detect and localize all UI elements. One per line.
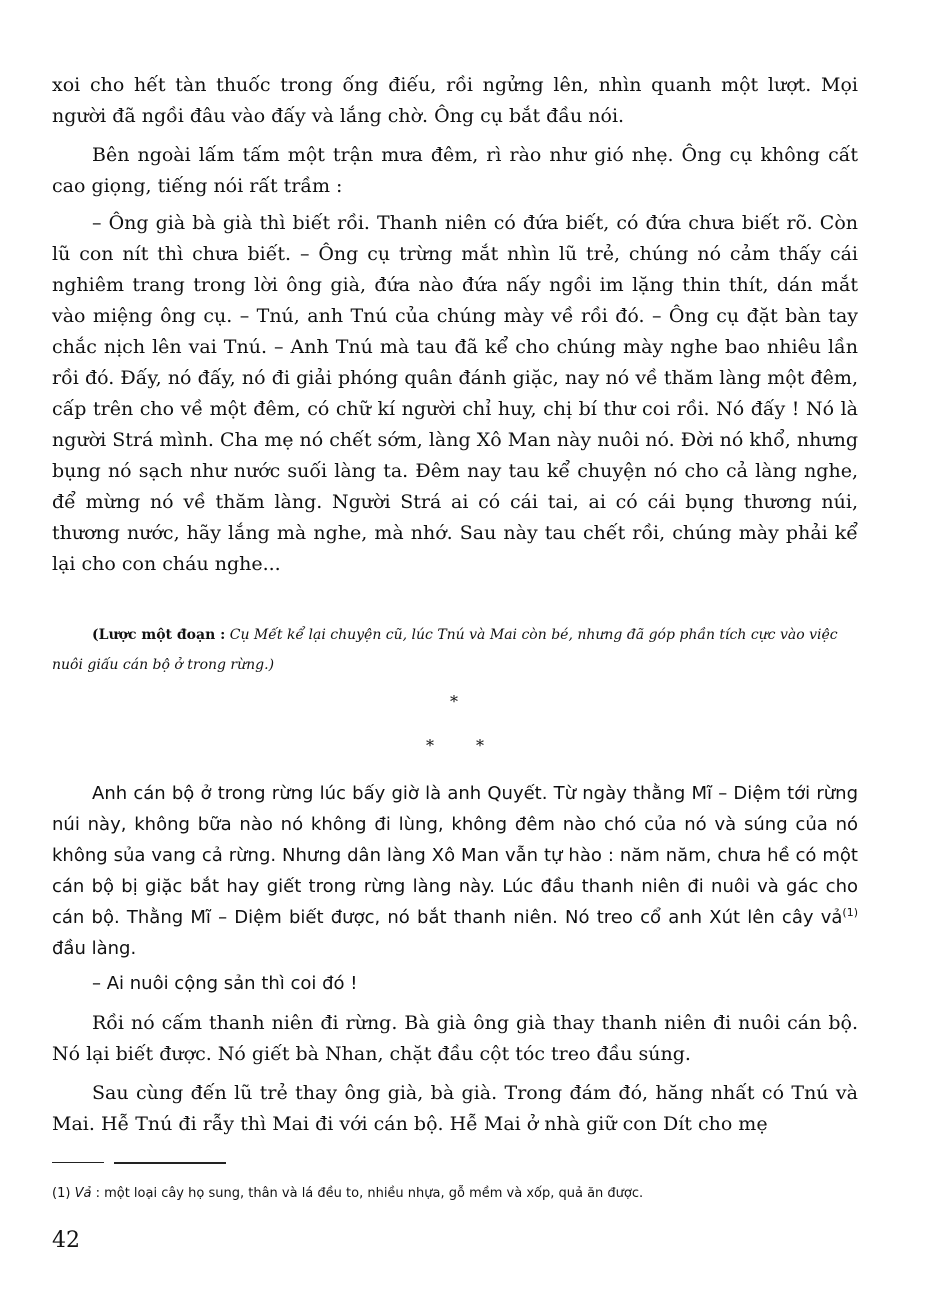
paragraph-6: Rồi nó cấm thanh niên đi rừng. Bà già ông già thay thanh niên đi nuôi cán bộ. Nó lại biết được. Nó giết bà Nhan, chặt đầu cột tóc treo đầu súng. (52, 1012, 858, 1065)
section-break-star: * (426, 736, 434, 755)
paragraph-4-tail: đầu làng. (52, 938, 137, 959)
paragraph-7: Sau cùng đến lũ trẻ thay ông già, bà già. Trong đám đó, hăng nhất có Tnú và Mai. Hễ Tnú đi rẫy thì Mai đi với cán bộ. Hễ Mai ở nhà giữ con Dít cho mẹ (52, 1082, 858, 1135)
footnote-divider (114, 1162, 226, 1164)
footnote-text: : một loại cây họ sung, thân và lá đều to, nhiều nhựa, gỗ mềm và xốp, quả ăn được. (95, 1186, 644, 1201)
section-break-star: * (450, 692, 458, 711)
footnote (52, 1184, 858, 1204)
footnote-marker: (1) (52, 1186, 71, 1201)
paragraph-5: – Ai nuôi cộng sản thì coi đó ! (92, 973, 358, 994)
footnote-reference: (1) (842, 906, 858, 919)
footnote-term: Vả (74, 1186, 92, 1201)
paragraph-2: Bên ngoài lấm tấm một trận mưa đêm, rì rào như gió nhẹ. Ông cụ không cất cao giọng, tiếng nói rất trầm : (52, 144, 858, 197)
paragraph-4-text: Anh cán bộ ở trong rừng lúc bấy giờ là anh Quyết. Từ ngày thằng Mĩ – Diệm tới rừng núi này, không bữa nào nó không đi lùng, không đêm nào chó của nó và súng của nó không sủa vang cả rừng. Nhưng dân làng Xô Man vẫn tự hào : năm năm, chưa hề có một cán bộ bị giặc bắt hay giết trong rừng làng này. Lúc đầu thanh niên đi nuôi và gác cho cán bộ. Thằng Mĩ – Diệm biết được, nó bắt thanh niên. Nó treo cổ anh Xút lên cây vả (52, 783, 858, 928)
editorial-note-body: Cụ Mết kể lại chuyện cũ, lúc Tnú và Mai còn bé, nhưng đã góp phần tích cực vào việc nuôi giấu cán bộ ở trong rừng.) (52, 627, 838, 673)
page-number: 42 (52, 1228, 80, 1253)
paragraph-4 (52, 778, 858, 964)
editorial-note-lead: (Lược một đoạn : (92, 627, 226, 643)
section-break-star: * (476, 736, 484, 755)
paragraph-3: – Ông già bà già thì biết rồi. Thanh niên có đứa biết, có đứa chưa biết rõ. Còn lũ con nít thì chưa biết. – Ông cụ trừng mắt nhìn lũ trẻ, chúng nó cảm thấy cái nghiêm trang trong lời ông già, đứa nào đứa nấy ngồi im lặng thin thít, dán mắt vào miệng ông cụ. – Tnú, anh Tnú của chúng mày về rồi đó. – Ông cụ đặt bàn tay chắc nịch lên vai Tnú. – Anh Tnú mà tau đã kể cho chúng mày nghe bao nhiêu lần rồi đó. Đấy, nó đấy, nó đi giải phóng quân đánh giặc, nay nó về thăm làng một đêm, cấp trên cho về một đêm, có chữ kí người chỉ huy, chị bí thư coi rồi. Nó đấy ! Nó là người Strá mình. Cha mẹ nó chết sớm, làng Xô Man này nuôi nó. Đời nó khổ, nhưng bụng nó sạch như nước suối làng ta. Đêm nay tau kể chuyện nó cho cả làng nghe, để mừng nó về thăm làng. Người Strá ai có cái tai, ai có cái bụng thương núi, thương nước, hãy lắng mà nghe, mà nhớ. Sau này tau chết rồi, chúng mày phải kể lại cho con cháu nghe... (52, 212, 858, 575)
footnote-divider (52, 1162, 104, 1163)
paragraph-1: xoi cho hết tàn thuốc trong ống điếu, rồi ngửng lên, nhìn quanh một lượt. Mọi người đã ngồi đâu vào đấy và lắng chờ. Ông cụ bắt đầu nói. (52, 74, 858, 127)
editorial-note (52, 620, 858, 680)
